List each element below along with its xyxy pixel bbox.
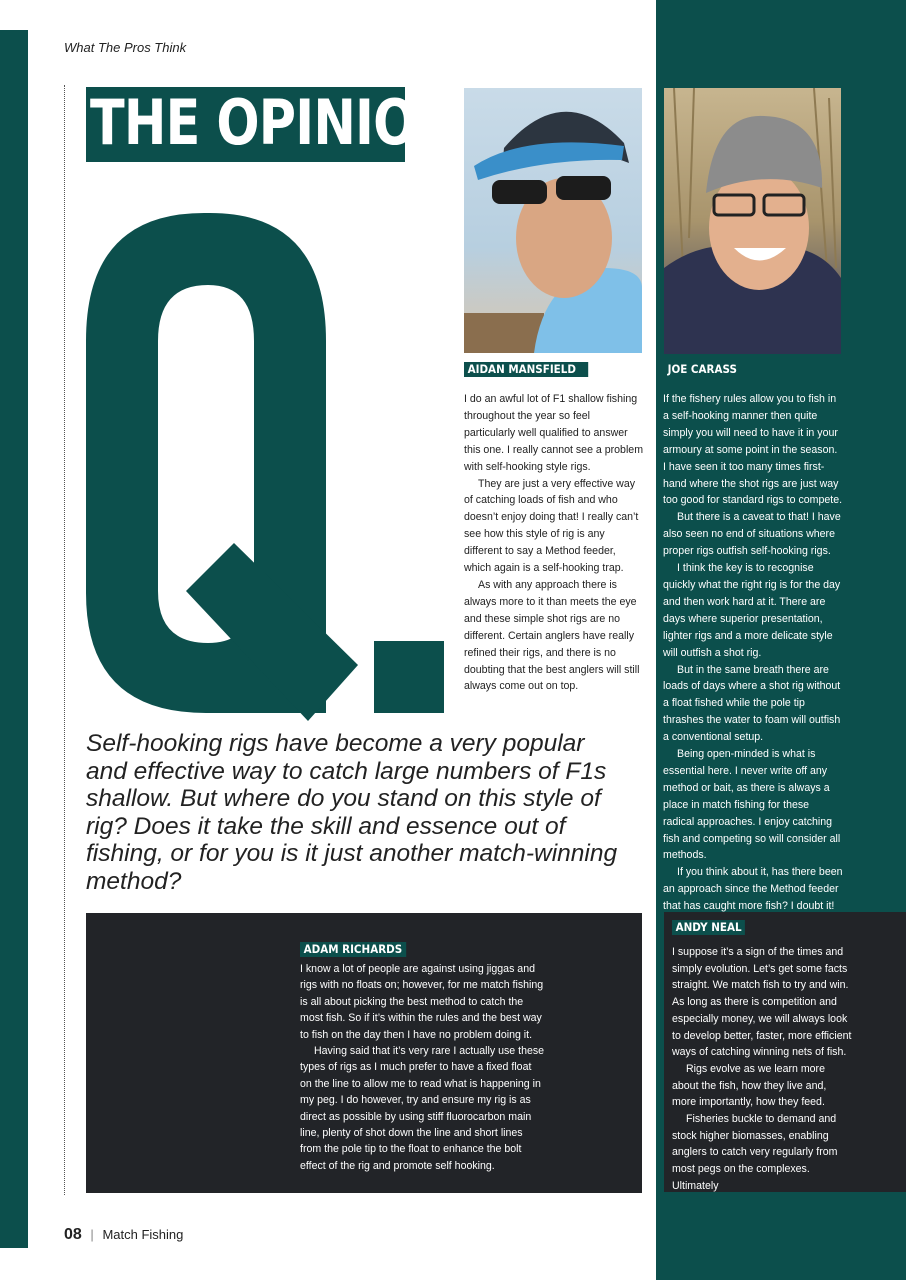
joe-paragraph: But in the same breath there are loads of days where a shot rig without a float fished while the pole tip thrashes the water to foam will outfish a conventional setup. <box>663 663 841 744</box>
aidan-paragraph: They are just a very effective way of catching loads of fish and who doesn’t enjoy doing that! I really can’t see how this style of rig is any different to say a Method feeder, which again is a self-hooking trap. <box>464 477 639 575</box>
andy-paragraph: I suppose it’s a sign of the times and simply evolution. Let’s get some facts straight. We match fish to try and win. As long as there is competition and especially money, we will always look to develop better, faster, more efficient ways of catching winning nets of fish. <box>672 946 852 1059</box>
andy-paragraph: Fisheries buckle to demand and stock higher biomasses, enabling anglers to catch very regularly from most pegs on the complexes. Ultimately <box>672 1113 838 1192</box>
andy-paragraph: Rigs evolve as we learn more about the fish, how they live and, more importantly, how they feed. <box>672 1062 827 1109</box>
adam-paragraph: I know a lot of people are against using jiggas and rigs with no floats on; however, for me match fishing is all about picking the best method to catch the most fish. So if it’s within the rules and the best way to fish on the day then I have no problem doing it. <box>300 963 544 1041</box>
aidan-photo <box>464 88 642 353</box>
joe-photo-icon <box>664 88 841 354</box>
page-footer <box>64 1226 183 1244</box>
joe-photo <box>664 88 841 354</box>
adam-answer <box>300 961 546 1174</box>
magazine-name: Match Fishing <box>102 1227 184 1242</box>
joe-paragraph: I think the key is to recognise quickly what the right rig is for the day and then work hard at it. There are days where superior presentation, lighter rigs and a more delicate style will outfish a shot rig. <box>663 562 841 659</box>
joe-paragraph: If you think about it, has there been an approach since the Method feeder that has caught more fish? I doubt it! <box>663 866 843 913</box>
adam-name-label: ADAM RICHARDS <box>300 942 406 957</box>
joe-paragraph: If the fishery rules allow you to fish in a self-hooking manner then quite simply you will need to have it in your armoury at some point in the season. I have seen it too many times first-hand where the shot rigs are just way too good for standard rigs to compete. <box>663 393 843 507</box>
aidan-paragraph: I do an awful lot of F1 shallow fishing throughout the year so feel particularly well qualified to answer this one. I really cannot see a problem with self-hooking style rigs. <box>464 393 644 473</box>
page-number: 08 <box>64 1226 82 1243</box>
aidan-name-label: AIDAN MANSFIELD <box>464 362 588 377</box>
footer-separator: | <box>90 1227 94 1242</box>
big-q-letter <box>86 213 448 725</box>
page-title: THE OPINION <box>90 86 458 159</box>
aidan-paragraph: As with any approach there is always more to it than meets the eye and these simple shot rigs are no different. Certain anglers have really refined their rigs, and there is no doubting that the best anglers will still always come out on top. <box>464 578 640 693</box>
dotted-divider <box>64 85 65 1195</box>
adam-paragraph: Having said that it’s very rare I actually use these types of rigs as I much prefer to have a fixed float on the line to allow me to read what is happening in my peg. I do however, try and ensure my rig is as direct as possible by using stiff fluorocarbon main line, plenty of shot down the line and short lines from the pole tip to the float to enhance the bolt effect of the rig and promote self hooking. <box>300 1045 545 1172</box>
section-kicker: What The Pros Think <box>64 40 187 55</box>
joe-paragraph: But there is a caveat to that! I have also seen no end of situations where proper rigs outfish self-hooking rigs. <box>663 511 841 558</box>
left-accent-bar <box>0 30 28 1248</box>
andy-name-label: ANDY NEAL <box>672 920 745 935</box>
joe-name-label: JOE CARASS <box>667 362 737 376</box>
joe-answer <box>663 391 843 915</box>
aidan-photo-icon <box>464 88 642 353</box>
aidan-answer <box>464 391 644 695</box>
question-text: Self-hooking rigs have become a very popular and effective way to catch large numbers of F1s shallow. But where do you stand on this style of rig? Does it take the skill and essence out of fishing, or for you is it just another match-winning method? <box>86 730 618 895</box>
joe-paragraph: Being open-minded is what is essential here. I never write off any method or bait, as there is always a place in match fishing for these radical approaches. I enjoy catching fish and competing so will consider all methods. <box>663 748 841 862</box>
andy-answer <box>672 944 852 1195</box>
